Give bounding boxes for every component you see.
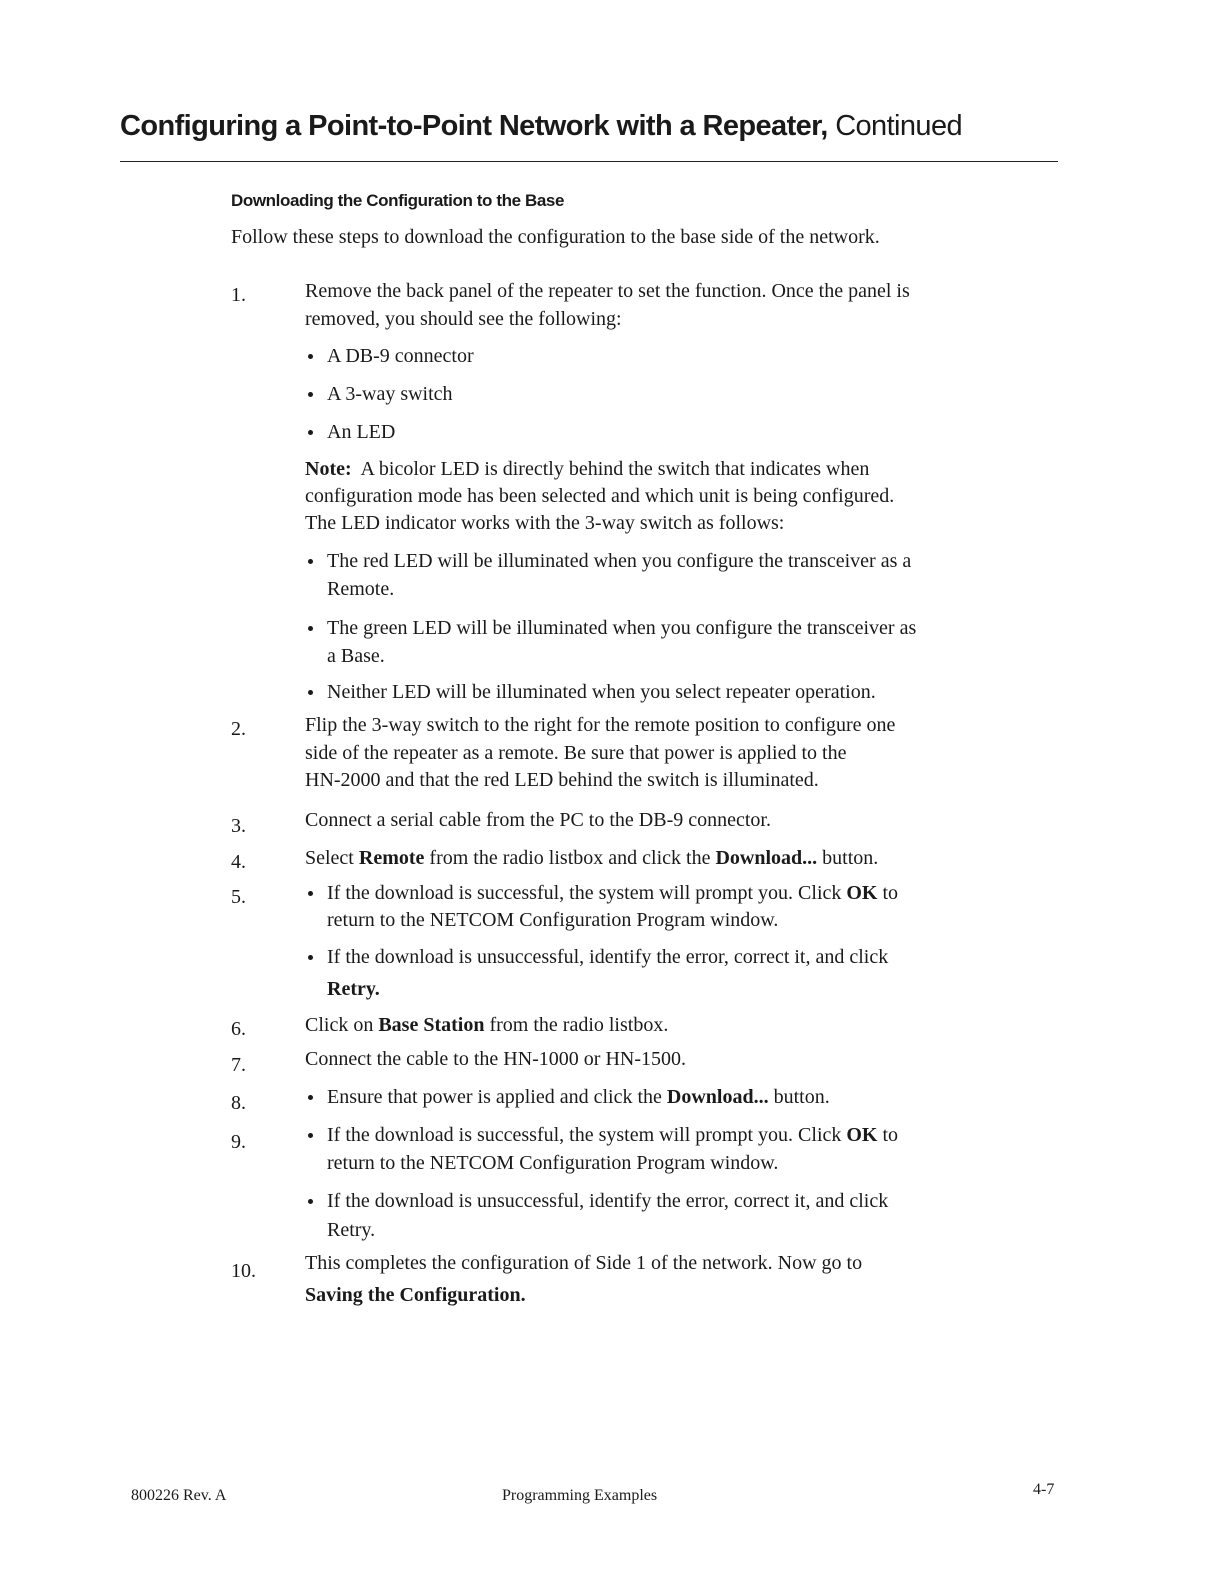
step-7-text: Connect the cable to the HN-1000 or HN-1500. — [305, 1048, 687, 1070]
step-2-line-1: Flip the 3-way switch to the right for the remote position to configure one — [305, 714, 896, 736]
step-2-line-3: HN-2000 and that the red LED behind the switch is illuminated. — [305, 769, 819, 791]
step-4-text: Select Remote from the radio listbox and click the Download... button. — [305, 847, 879, 869]
step-10-line-2: Saving the Configuration. — [305, 1284, 526, 1306]
list-item-continued: Retry. — [327, 978, 380, 1000]
title-continued: Continued — [835, 110, 963, 142]
title-divider — [120, 161, 1058, 162]
list-item-continued: a Base. — [327, 645, 385, 667]
step-7-number: 7. — [231, 1054, 246, 1076]
step-1-number: 1. — [231, 284, 246, 306]
footer-page-number: 4-7 — [1033, 1481, 1055, 1498]
note-label: Note: — [305, 458, 352, 480]
list-item-continued: Retry. — [327, 1219, 376, 1241]
step-6-number: 6. — [231, 1018, 246, 1040]
section-heading: Downloading the Configuration to the Base — [231, 191, 565, 210]
step-1-line-2: removed, you should see the following: — [305, 308, 622, 330]
step-1-line-1: Remove the back panel of the repeater to set the function. Once the panel is — [305, 280, 910, 302]
list-item-continued: Remote. — [327, 578, 395, 600]
step-4-number: 4. — [231, 851, 246, 873]
step-3-number: 3. — [231, 815, 246, 837]
footer-section: Programming Examples — [502, 1487, 658, 1504]
step-2-number: 2. — [231, 718, 246, 740]
title-main: Configuring a Point-to-Point Network with a Repeater, — [120, 110, 828, 142]
list-item-continued: return to the NETCOM Configuration Program window. — [327, 909, 779, 931]
note-line-3: The LED indicator works with the 3-way switch as follows: — [305, 512, 785, 534]
step-10-line-1: This completes the configuration of Side 1 of the network. Now go to — [305, 1252, 863, 1274]
note-line-1: Note: A bicolor LED is directly behind the switch that indicates when — [305, 458, 870, 480]
step-3-text: Connect a serial cable from the PC to the DB-9 connector. — [305, 809, 771, 831]
footer-doc-id: 800226 Rev. A — [131, 1487, 227, 1504]
step-2-line-2: side of the repeater as a remote. Be sure that power is applied to the — [305, 742, 847, 764]
list-item-continued: return to the NETCOM Configuration Program window. — [327, 1152, 779, 1174]
intro-text: Follow these steps to download the configuration to the base side of the network. — [231, 226, 880, 248]
note-line-2: configuration mode has been selected and which unit is being configured. — [305, 485, 895, 507]
step-8-number: 8. — [231, 1092, 246, 1114]
step-10-number: 10. — [231, 1260, 256, 1282]
page-title — [120, 108, 962, 144]
step-9-number: 9. — [231, 1131, 246, 1153]
step-5-number: 5. — [231, 886, 246, 908]
step-6-text: Click on Base Station from the radio listbox. — [305, 1014, 669, 1036]
